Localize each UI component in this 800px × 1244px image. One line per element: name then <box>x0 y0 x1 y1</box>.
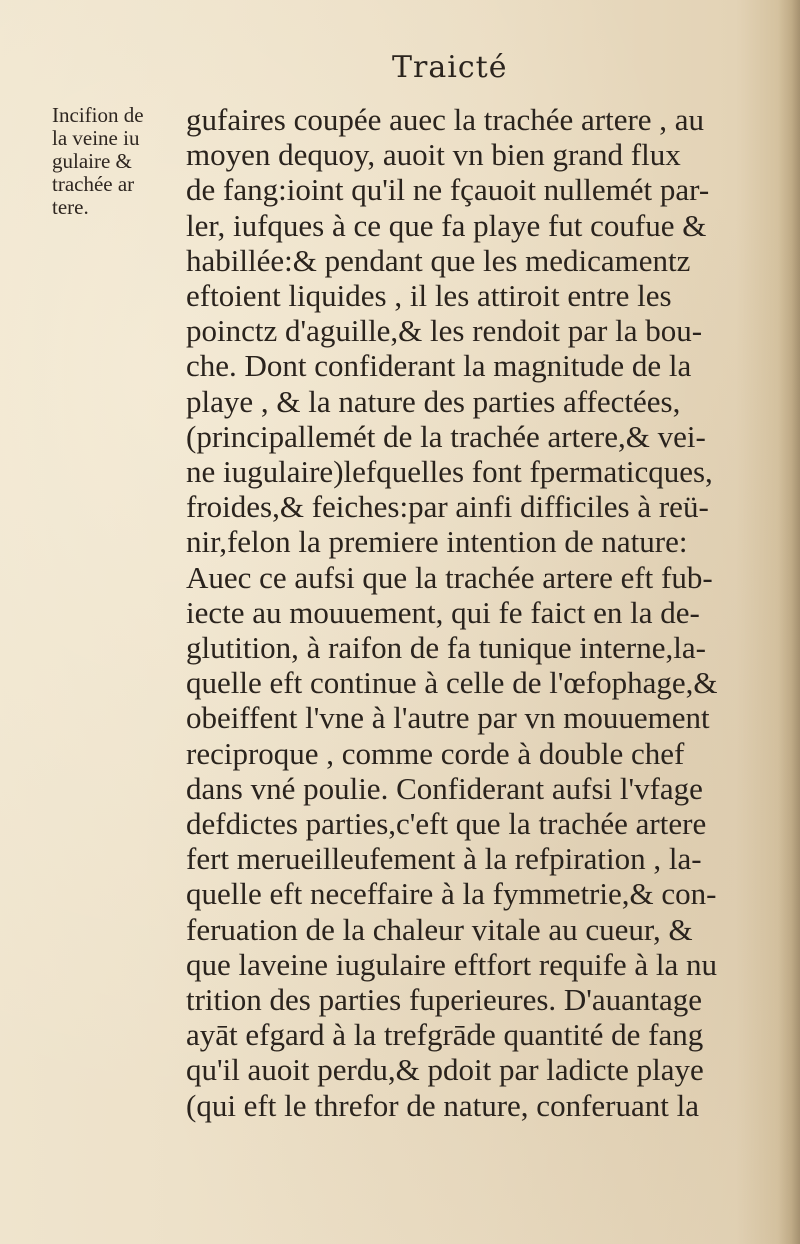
text-line: gufaires coupée auec la trachée artere , au <box>186 102 705 137</box>
text-line: (principallemét de la trachée artere,& vei- <box>186 418 706 454</box>
text-line: ler, iufques à ce que fa playe fut coufue & <box>186 207 707 243</box>
text-line: ayāt efgard à la trefgrāde quantité de fang <box>186 1017 704 1053</box>
text-line: defdictes parties,c'eft que la trachée artere <box>186 806 707 842</box>
margin-note-line: la veine iu <box>52 126 140 150</box>
text-line: glutition, à raifon de fa tunique interne,la- <box>186 630 706 666</box>
margin-note-line: Incifion de <box>52 103 144 127</box>
text-line: froides,& feiches:par ainfi difficiles à reü- <box>186 489 709 525</box>
page-edge-shadow <box>778 0 800 1244</box>
text-line: nir,felon la premiere intention de nature: <box>186 524 688 560</box>
text-line: qu'il auoit perdu,& pdoit par ladicte playe <box>186 1052 704 1088</box>
text-line: iecte au mouuement, qui fe faict en la de- <box>186 594 700 630</box>
text-line: feruation de la chaleur vitale au cueur, & <box>186 911 693 947</box>
text-line: de fang:ioint qu'il ne fçauoit nullemét par- <box>186 172 710 208</box>
margin-note-line: gulaire & <box>52 149 132 173</box>
text-line: obeiffent l'vne à l'autre par vn mouuement <box>186 700 710 736</box>
text-line: che. Dont confiderant la magnitude de la <box>186 348 692 384</box>
text-line: moyen dequoy, auoit vn bien grand flux <box>186 137 681 173</box>
text-line: dans vné poulie. Confiderant aufsi l'vfage <box>186 770 703 806</box>
text-line: trition des parties fuperieures. D'auantage <box>186 982 703 1018</box>
margin-note-line: tere. <box>52 195 89 219</box>
running-head: Traicté <box>392 50 508 85</box>
text-line: (qui eft le threfor de nature, conferuant la <box>186 1087 699 1123</box>
text-line: playe , & la nature des parties affectées, <box>186 383 681 419</box>
text-line: que laveine iugulaire eftfort requife à la nu <box>186 946 718 982</box>
body-text <box>176 102 756 1123</box>
text-line: ne iugulaire)lefquelles font fpermaticques, <box>186 454 713 490</box>
text-line: reciproque , comme corde à double chef <box>186 735 685 771</box>
text-line: habillée:& pendant que les medicamentz <box>186 242 691 278</box>
text-line: quelle eft continue à celle de l'œfophage,& <box>186 665 718 701</box>
text-line: fert merueilleufement à la refpiration , la- <box>186 841 702 877</box>
text-line: quelle eft neceffaire à la fymmetrie,& con- <box>186 876 717 912</box>
text-line: poinctz d'aguille,& les rendoit par la bou- <box>186 313 703 349</box>
text-line: Auec ce aufsi que la trachée artere eft fub- <box>186 559 713 595</box>
text-line: eftoient liquides , il les attiroit entre les <box>186 278 672 314</box>
margin-note-line: trachée ar <box>52 172 135 196</box>
